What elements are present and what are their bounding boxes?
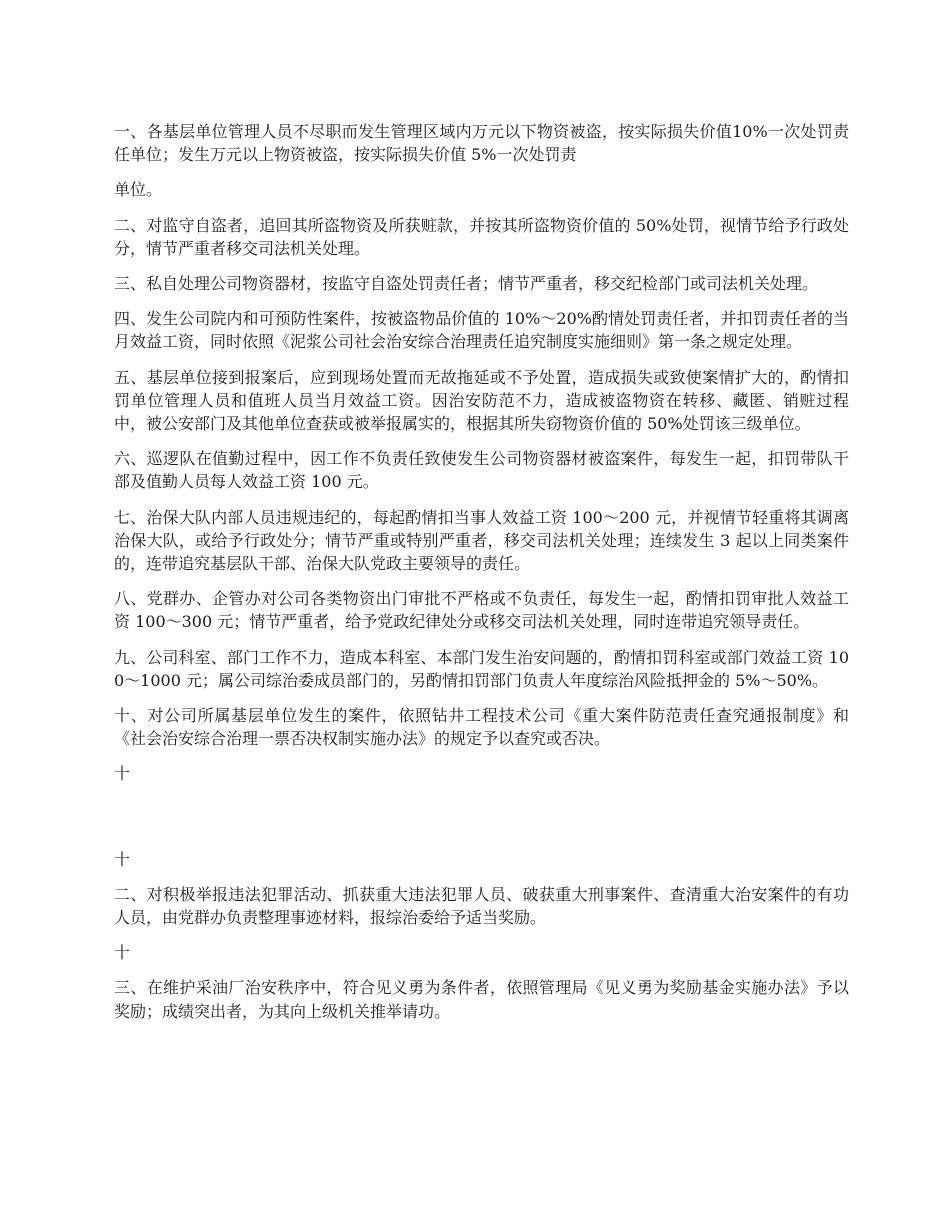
paragraph-3: 三、私自处理公司物资器材，按监守自盗处罚责任者；情节严重者，移交纪检部门或司法机关处理。 [114, 274, 819, 294]
paragraph-8: 八、党群办、企管办对公司各类物资出门审批不严格或不负责任，每发生一起，酌情扣罚审批人效益工资 100～300 元；情节严重者，给予党政纪律处分或移交司法机关处理，同时连带追究领导责任。 [114, 589, 849, 632]
paragraph-5: 五、基层单位接到报案后，应到现场处置而无故拖延或不予处置，造成损失或致使案情扩大的，酌情扣罚单位管理人员和值班人员当月效益工资。因治安防范不力，造成被盗物资在转移、藏匿、销赃过程中，被公安部门及其他单位查获或被举报属实的，根据其所失窃物资价值的 50%处罚该三级单位。 [114, 367, 849, 434]
paragraph-1-continued: 单位。 [114, 180, 163, 200]
paragraph-13: 三、在维护采油厂治安秩序中，符合见义勇为条件者，依照管理局《见义勇为奖励基金实施办法》予以奖励；成绩突出者，为其向上级机关推举请功。 [114, 978, 849, 1021]
paragraph-6: 六、巡逻队在值勤过程中，因工作不负责任致使发生公司物资器材被盗案件，每发生一起，扣罚带队干部及值勤人员每人效益工资 100 元。 [114, 449, 849, 492]
paragraph-9: 九、公司科室、部门工作不力，造成本科室、本部门发生治安问题的，酌情扣罚科室或部门效益工资 100～1000 元；属公司综治委成员部门的，另酌情扣罚部门负责人年度综治风险抵押金的 5%～50%。 [114, 647, 849, 690]
paragraph-4: 四、发生公司院内和可预防性案件，按被盗物品价值的 10%～20%酌情处罚责任者，并扣罚责任者的当月效益工资，同时依照《泥浆公司社会治安综合治理责任追究制度实施细则》第一条之规定处理。 [114, 309, 849, 352]
paragraph-12: 二、对积极举报违法犯罪活动、抓获重大违法犯罪人员、破获重大刑事案件、查清重大治安案件的有功人员，由党群办负责整理事迹材料，报综治委给予适当奖励。 [114, 884, 849, 928]
paragraph-2: 二、对监守自盗者，追回其所盗物资及所获赃款，并按其所盗物资价值的 50%处罚，视情节给予行政处分，情节严重者移交司法机关处理。 [114, 215, 849, 258]
paragraph-1: 一、各基层单位管理人员不尽职而发生管理区域内万元以下物资被盗，按实际损失价值10%一次处罚责任单位；发生万元以上物资被盗，按实际损失价值 5%一次处罚责 [114, 122, 849, 165]
paragraph-12-heading: 十 [114, 849, 131, 869]
paragraph-7: 七、治保大队内部人员违规违纪的，每起酌情扣当事人效益工资 100～200 元，并视情节轻重将其调离治保大队，或给予行政处分；情节严重或特别严重者，移交司法机关处理；连续发生 3 起以上同类案件的，连带追究基层队干部、治保大队党政主要领导的责任。 [114, 507, 849, 574]
paragraph-11-heading: 十 [114, 764, 131, 784]
paragraph-13-heading: 十 [114, 943, 131, 963]
paragraph-10: 十、对公司所属基层单位发生的案件，依照钻井工程技术公司《重大案件防范责任查究通报制度》和《社会治安综合治理一票否决权制实施办法》的规定予以查究或否决。 [114, 706, 849, 749]
document-page [114, 120, 849, 1035]
